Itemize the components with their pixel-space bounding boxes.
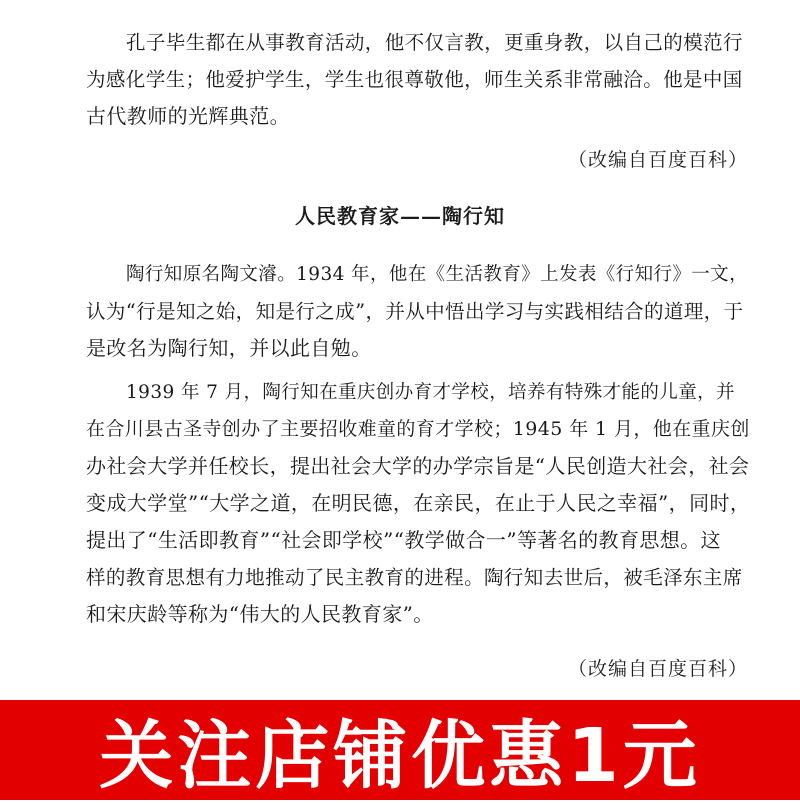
- text-line: 在合川县古圣寺创办了主要招收难童的育才学校；1945 年 1 月，他在重庆创: [86, 418, 750, 440]
- text-line: 为感化学生；他爱护学生，学生也很尊敬他，师生关系非常融洽。他是中国: [86, 68, 743, 91]
- tao-paragraph-2: [86, 374, 750, 633]
- text-line: 样的教育思想有力地推动了民主教育的进程。陶行知去世后，被毛泽东主席: [86, 566, 743, 589]
- source-citation: （改编自百度百科）: [567, 658, 748, 680]
- text-line: 1939 年 7 月，陶行知在重庆创办育才学校，培养有特殊才能的儿童，并: [126, 382, 735, 403]
- source-citation: （改编自百度百科）: [567, 149, 748, 171]
- promo-banner[interactable]: [0, 700, 800, 800]
- text-line: 陶行知原名陶文濬。1934 年，他在《生活教育》上发表《行知行》一文，: [126, 264, 748, 285]
- text-line: 和宋庆龄等称为“伟大的人民教育家”。: [86, 602, 434, 626]
- tao-paragraph-1: [86, 256, 750, 367]
- text-line: 提出了“生活即教育”“社会即学校”“教学做合一”等著名的教育思想。这: [86, 528, 721, 552]
- section-title: 人民教育家——陶行知: [295, 204, 505, 228]
- confucius-paragraph: [86, 24, 750, 135]
- text-line: 是改名为陶行知，并以此自勉。: [86, 336, 372, 360]
- text-line: 孔子毕生都在从事教育活动，他不仅言教，更重身教，以自己的模范行: [126, 31, 743, 54]
- text-line: 办社会大学并任校长，提出社会大学的办学宗旨是“人民创造大社会，社会: [86, 454, 750, 478]
- text-line: 变成大学堂”“大学之道，在明民德，在亲民，在止于人民之幸福”，同时，: [86, 491, 751, 515]
- text-line: 认为“行是知之始，知是行之成”，并从中悟出学习与实践相结合的道理，于: [86, 300, 744, 323]
- text-line: 古代教师的光辉典范。: [86, 104, 290, 128]
- promo-banner-text: 关注店铺优惠1元: [99, 713, 701, 799]
